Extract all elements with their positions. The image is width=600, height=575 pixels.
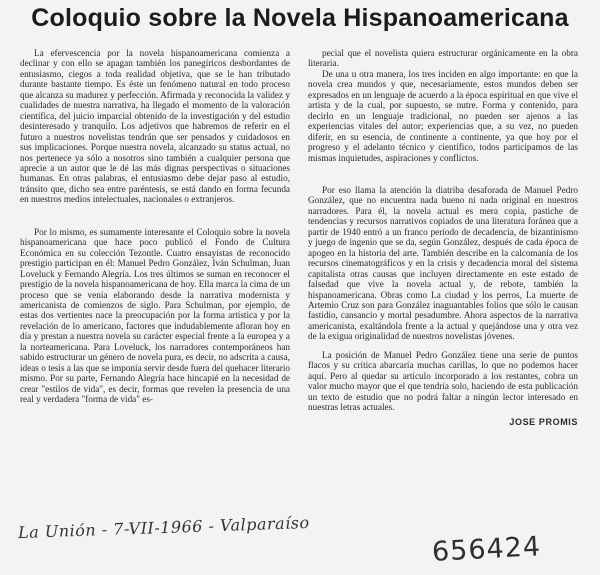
article-paragraph: La posición de Manuel Pedro González tiene una serie de puntos flacos y su crítica abarcaría muchas carillas, lo que no podemos hacer aquí. Pero al quedar su artículo incorporado a los restantes, cobra un valor mucho mayor que el que tendría solo, haciendo de esta publicación un texto de estudio que no podrá faltar a ningún lector interesado en nuestras letras actuales. [308,349,578,413]
article-paragraph: La efervescencia por la novela hispanoamericana comienza a declinar y con ello se apagan también los panegíricos desbordantes de entusiasmo, ciegos a toda realidad objetiva, que se le han tributado durante bastante tiempo. Es éste un fenómeno natural en todo proceso que alcanza su madurez y perfección. Afirmada y reconocida la validez y cualidades de nuestra narrativa, ha llegado el momento de la valoración científica, del juicio imparcial obtenido de la investigación y del estudio desinteresado y tranquilo. Los adjetivos que habremos de referir en el futuro a nuestros novelistas tendrán que ser pensados y cuidadosos en sus implicaciones. Porque nuestra novela, alcanzado su status actual, no nos pertenece ya sólo a nosotros sino también a cualquier persona que aprecie a un autor que le dé las más dignas perspectivas o situaciones humanas. En otras palabras, el entusiasmo debe dejar paso al estudio, tránsito que, dicho sea entre paréntesis, se está dando en forma fecunda en nuestros medios intelectuales, nacionales o extranjeros. [20,48,290,205]
article-paragraph: pecial que el novelista quiera estructurar orgánicamente en la obra literaria. [308,48,578,69]
article-paragraph: Por lo mismo, es sumamente interesante el Coloquio sobre la novela hispanoamericana que hace poco publicó el Fondo de Cultura Económica en su colección Tezontle. Cuatro ensayistas de reconocido prestigio participan en él: Manuel Pedro González, Iván Schulman, Juan Loveluck y Fernando Alegría. Los tres últimos se suman en reconocer el prestigio de la novela hispanoamericana de hoy. Ella marca la cima de un proceso que se venía elaborando desde la narrativa modernista y americanista de comienzos de siglo. Para Schulman, por ejemplo, de estas dos vertientes nace la preocupación por la forma artística y por la revelación de lo americano, factores que indudablemente afloran hoy en día y prestan a nuestra novela su carácter especial frente a la europea y a la norteamericana. Para Loveluck, los narradores contemporáneos han sabido estructurar un género de novela pura, es decir, no adscrita a causa, ideas o tesis a las que se imponía servir desde fuera del quehacer literario mismo. Por su parte, Fernando Alegría hace hincapié en la necesidad de crear "estilos de vida", es decir, formas que revelen la presencia de una real y verdadera "forma de vida" es- [20,226,290,405]
author-signature: JOSE PROMIS [509,416,578,427]
article-paragraph: De una u otra manera, los tres inciden en algo importante: en que la novela crea mundos y que, necesariamente, estos mundos deben ser expresados en un lenguaje de acuerdo a la época espiritual en que vive el artista y de la cual, por supuesto, se nutre. Forma y contenido, para decirlo en un lenguaje tradicional, no pueden ser ajenos a las experiencias vitales del autor; experiencias que, a su vez, no pueden diferir, en su esencia, de continente a continente, ya que hoy por el progreso y el adelanto técnico y científico, todos participamos de las mismas inquietudes, aspiraciones y conflictos. [308,68,578,163]
article-right-column [308,48,578,427]
handwritten-source-note: La Unión - 7-VII-1966 - Valparaíso [17,512,310,543]
article-left-column [20,48,290,405]
page-title: Coloquio sobre la Novela Hispanoamericana [31,4,569,32]
handwritten-catalog-number: 656424 [431,531,542,568]
article-paragraph: Por eso llama la atención la diatriba desaforada de Manuel Pedro González, que no encuentra nada bueno ni nada original en nuestros narradores. Para él, la novela actual es mera copia, pastiche de tendencias y recursos narrativos copiados de una literatura foránea que a partir de 1940 entró a un franco período de decadencia, de bizantinismo y juego de ingenio que se da, según González, después de cada época de apogeo en la historia del arte. También describe en la calcomanía de los recursos cinematográficos y en la crisis y decadencia moral del sistema capitalista otras causas que incluyen directamente en este estado de falsedad que vive la novela actual y, de rebote, también la hispanoamericana. Obras como La ciudad y los perros, La muerte de Artemio Cruz son para González inaguantables folios que sólo le causan fastidio, cansancio y mortal pesadumbre. Ahora aspectos de la narrativa americanista, exaltándola frente a la actual y quejándose una y otra vez de la exigua originalidad de nuestros novelistas jóvenes. [308,184,578,342]
